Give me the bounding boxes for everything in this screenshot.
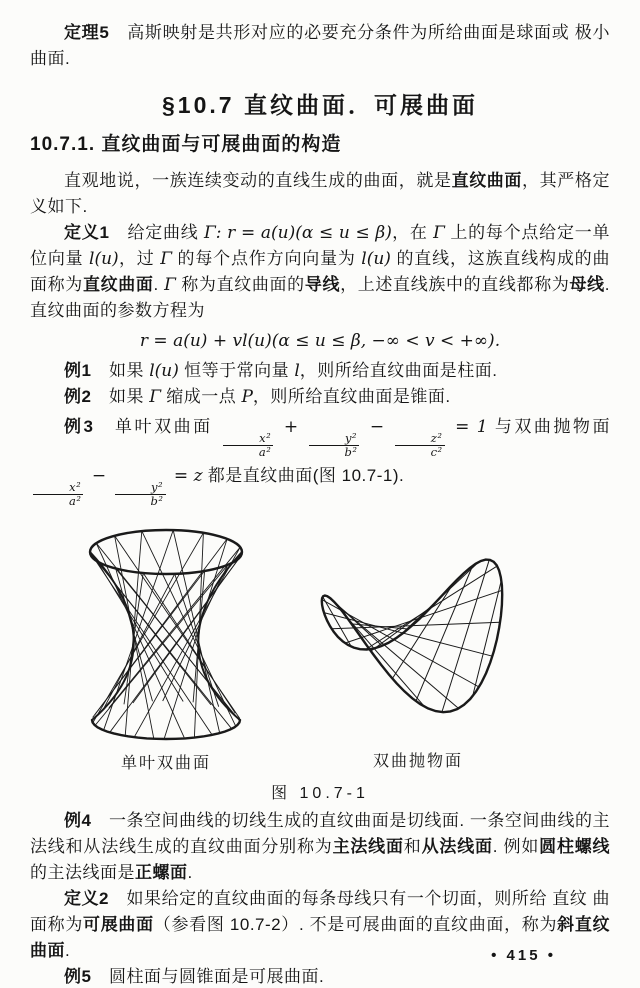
section-title: §10.7 直纹曲面．可展曲面 bbox=[162, 92, 478, 118]
intro-paragraph: 直观地说，一族连续变动的直线生成的曲面，就是直纹曲面，其严格定义如下. bbox=[30, 171, 611, 216]
subsection-title: 10.7.1. 直纹曲面与可展曲面的构造 bbox=[30, 134, 342, 155]
ruled-surface-parametric-equation: r = a(u) + vl(u)(α ≤ u ≤ β, −∞ < v < +∞). bbox=[139, 331, 501, 351]
math-fraction: $\frac{\text{x²}}{\text{a²}}$ bbox=[33, 481, 83, 508]
math-fraction: $\frac{\text{y²}}{\text{b²}}$ bbox=[115, 481, 166, 508]
hyperboloid-one-sheet-drawing bbox=[86, 526, 246, 746]
example-2-paragraph: 例2 如果 Γ 缩成一点 P，则所给直纹曲面是锥面. bbox=[64, 387, 451, 407]
caption-hyperboloid: 单叶双曲面 bbox=[120, 755, 211, 773]
caption-paraboloid: 双曲抛物面 bbox=[372, 753, 463, 771]
example-5-paragraph: 例5 圆柱面与圆锥面是可展曲面. bbox=[64, 967, 325, 987]
figure-10-7-1 bbox=[30, 518, 610, 808]
page-number: • 415 • bbox=[491, 947, 556, 964]
definition-2-paragraph: 定义2 如果给定的直纹曲面的每条母线只有一个切面，则所给 直纹 曲面称为可展曲面（参看图 10.7-2）. 不是可展曲面的直纹曲面，称为斜直纹曲面. bbox=[30, 889, 611, 961]
example-4-paragraph: 例4 一条空间曲线的切线生成的直纹曲面是切线面. 一条空间曲线的主法线和从法线生成的直纹曲面分别称为主法线面和从法线面. 例如圆柱螺线的主法线面是正螺面. bbox=[30, 811, 611, 883]
definition-1-paragraph: 定义1 给定曲线 Γ: r = a(u)(α ≤ u ≤ β)，在 Γ 上的每个点给定一单位向量 l(u)，过 Γ 的每个点作方向向量为 l(u) 的直线，这族直线构成的曲面称为直纹曲面. Γ 称为直纹曲面的导线，上述直线族中的直线都称为母线. 直纹曲面的参数方程为 bbox=[30, 223, 611, 320]
hyperbolic-paraboloid-drawing bbox=[314, 518, 510, 714]
math-fraction: $\frac{\text{y²}}{\text{b²}}$ bbox=[309, 432, 360, 459]
example-3-paragraph: 例3 单叶双曲面 $\frac{\text{x²}}{\text{a²}}$ + $\frac{\text{y²}}{\text{b²}}$ − $\frac{\text{z²}}{\text{c²}}$ = 1 与双曲抛物面 $\frac{\text{x²}}{\text{a²}}$ − $\frac{\text{y²}}{\text{b²}}$ = z 都是直纹曲面(图 10.7-1). bbox=[30, 410, 610, 508]
figure-number-caption: 图 10.7-1 bbox=[271, 785, 369, 803]
math-fraction: $\frac{\text{z²}}{\text{c²}}$ bbox=[395, 432, 445, 459]
math-fraction: $\frac{\text{x²}}{\text{a²}}$ bbox=[223, 432, 273, 459]
example-1-paragraph: 例1 如果 l(u) 恒等于常向量 l，则所给直纹曲面是柱面. bbox=[64, 361, 498, 381]
theorem-5-paragraph: 定理5 高斯映射是共形对应的必要充分条件为所给曲面是球面或 极小曲面. bbox=[30, 23, 610, 68]
